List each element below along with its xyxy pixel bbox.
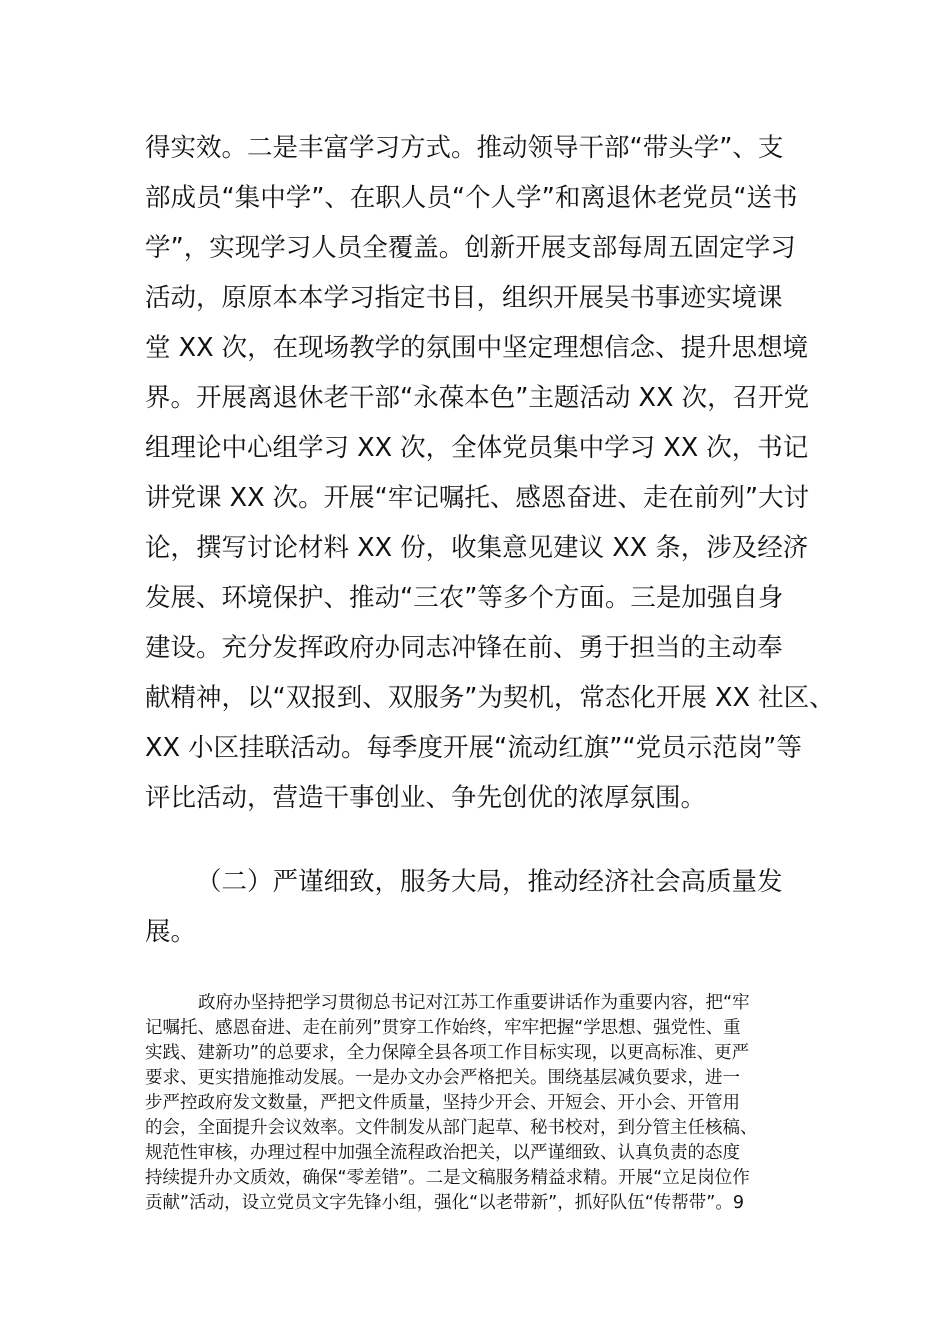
paragraph-2-line: 步严控政府发文数量，严把文件质量，坚持少开会、开短会、开小会、开管用 xyxy=(145,1093,740,1113)
paragraph-1-line: 部成员“集中学”、在职人员“个人学”和离退休老党员“送书 xyxy=(145,183,798,213)
paragraph-1-line: 论，撰写讨论材料 XX 份，收集意见建议 XX 条，涉及经济 xyxy=(145,533,809,563)
paragraph-2-line: 实践、建新功”的总要求，全力保障全县各项工作目标实现，以更高标准、更严 xyxy=(145,1043,750,1063)
paragraph-2-line: 记嘱托、感恩奋进、走在前列”贯穿工作始终，牢牢把握“学思想、强党性、重 xyxy=(145,1018,741,1038)
section-heading-line: 展。 xyxy=(145,917,197,947)
paragraph-1-line: 评比活动，营造干事创业、争先创优的浓厚氛围。 xyxy=(145,783,707,813)
paragraph-2-line: 的会，全面提升会议效率。文件制发从部门起草、秘书校对，到分管主任核稿、 xyxy=(145,1118,758,1138)
paragraph-1-line: 献精神，以“双报到、双服务”为契机，常态化开展 XX 社区、 xyxy=(145,683,835,713)
paragraph-1-line: 界。开展离退休老干部“永葆本色”主题活动 XX 次，召开党 xyxy=(145,383,810,413)
paragraph-1-line: XX 小区挂联活动。每季度开展“流动红旗”“党员示范岗”等 xyxy=(145,733,802,763)
paragraph-2-line: 要求、更实措施推动发展。一是办文办会严格把关。围绕基层减负要求，进一 xyxy=(145,1068,740,1088)
paragraph-2-line: 规范性审核，办理过程中加强全流程政治把关，以严谨细致、认真负责的态度 xyxy=(145,1143,740,1163)
section-heading-line: （二）严谨细致，服务大局，推动经济社会高质量发 xyxy=(196,867,783,897)
paragraph-1-line: 活动，原原本本学习指定书目，组织开展吴书事迹实境课 xyxy=(145,283,783,313)
paragraph-1-line: 建设。充分发挥政府办同志冲锋在前、勇于担当的主动奉 xyxy=(145,633,783,663)
paragraph-1-line: 发展、环境保护、推动“三农”等多个方面。三是加强自身 xyxy=(145,583,784,613)
paragraph-2-line: 持续提升办文质效，确保“零差错”。二是文稿服务精益求精。开展“立足岗位作 xyxy=(145,1168,750,1188)
paragraph-1-line: 讲党课 XX 次。开展“牢记嘱托、感恩奋进、走在前列”大讨 xyxy=(145,483,810,513)
paragraph-2-line: 政府办坚持把学习贯彻总书记对江苏工作重要讲话作为重要内容，把“牢 xyxy=(198,993,750,1013)
paragraph-1-line: 学”，实现学习人员全覆盖。创新开展支部每周五固定学习 xyxy=(145,233,796,263)
paragraph-2-line: 贡献”活动，设立党员文字先锋小组，强化“以老带新”，抓好队伍“传帮带”。9 xyxy=(145,1193,744,1213)
paragraph-1-line: 组理论中心组学习 XX 次，全体党员集中学习 XX 次，书记 xyxy=(145,433,809,463)
paragraph-1-line: 得实效。二是丰富学习方式。推动领导干部“带头学”、支 xyxy=(145,133,784,163)
paragraph-1-line: 堂 XX 次，在现场教学的氛围中坚定理想信念、提升思想境 xyxy=(145,333,809,363)
